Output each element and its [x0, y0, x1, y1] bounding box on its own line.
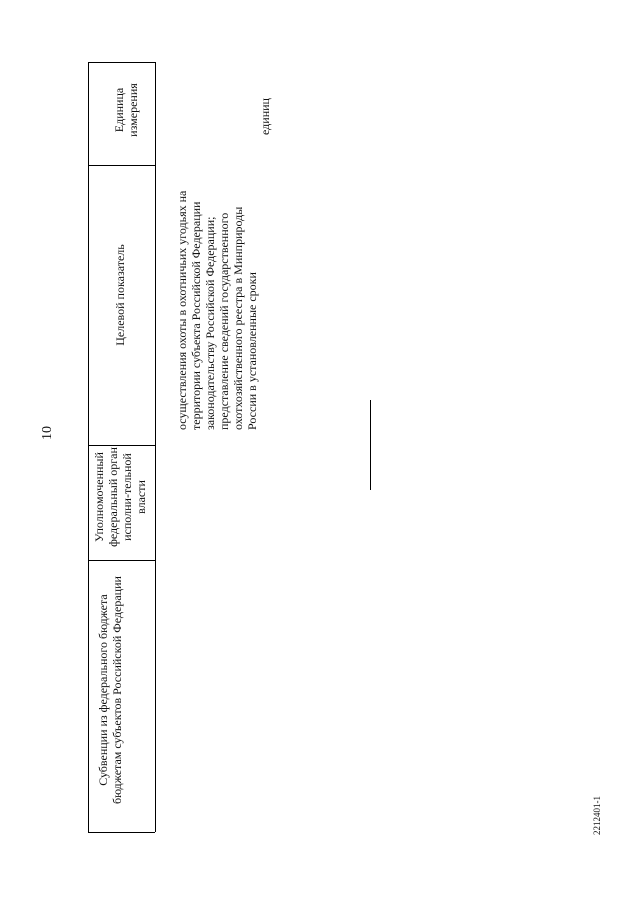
separator-line: [370, 400, 371, 490]
header-unit: Единица измерения: [112, 83, 140, 137]
col-border-unit: [88, 165, 155, 166]
indicator-text: осуществления охоты в охотничьих угодьях на территории субъекта Российской Федерации законодательству Российской Федерации; представление сведений государственного охотхозяйственного реестра в Минприроды России в установленные сроки: [175, 190, 259, 430]
header-indicator: Целевой показатель: [113, 244, 127, 346]
col-border-left: [88, 832, 155, 833]
header-agency: Уполномоченный федеральный орган исполни-тельной власти: [92, 447, 148, 547]
document-code: 2212401-1: [592, 796, 602, 835]
page-number: 10: [40, 426, 55, 440]
table-top-border: [88, 62, 89, 832]
header-bottom-border: [155, 62, 156, 832]
col-border-right: [88, 62, 155, 63]
header-subsidies: Субвенции из федерального бюджета бюджетам субъектов Российской Федерации: [96, 576, 124, 804]
col-border-agency: [88, 560, 155, 561]
unit-text: единиц: [258, 98, 272, 135]
